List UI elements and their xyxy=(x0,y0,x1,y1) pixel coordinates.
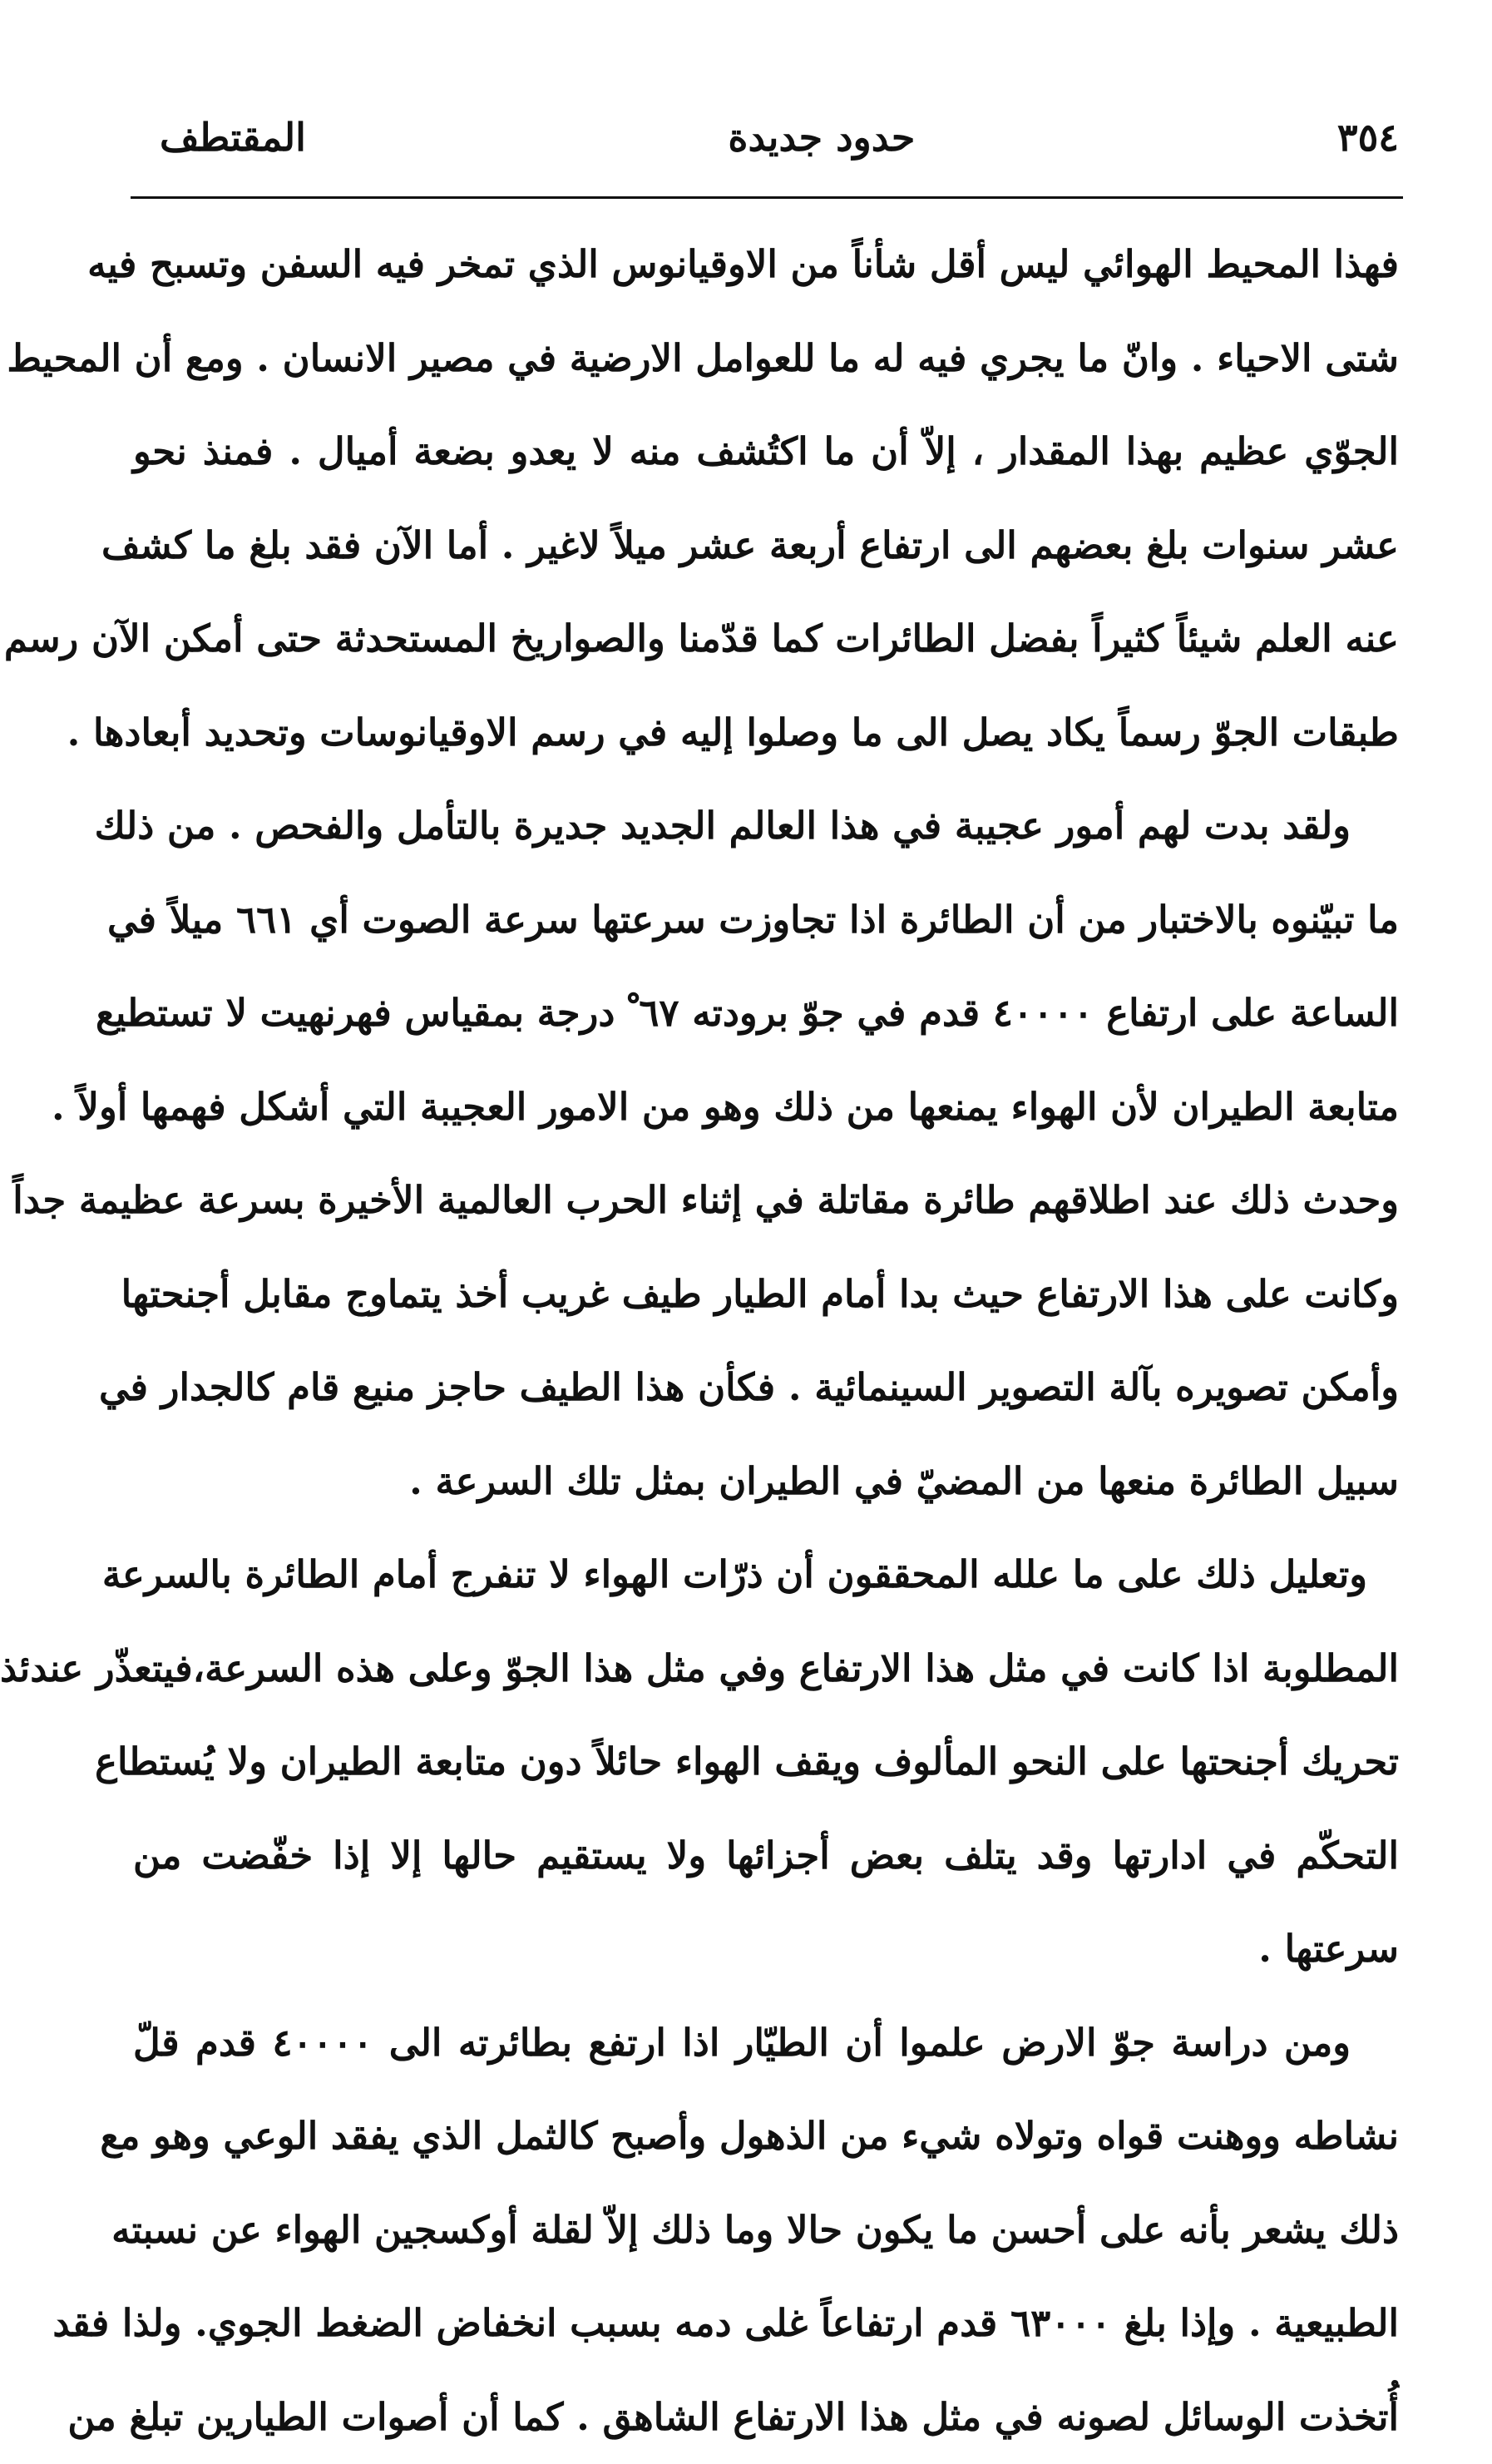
paragraph xyxy=(133,218,1399,779)
paragraph xyxy=(133,1528,1399,1996)
text-line: طبقات الجوّ رسماً يكاد يصل الى ما وصلوا إليه في رسم الاوقيانوسات وتحديد أبعادها . xyxy=(133,686,1399,780)
text-line: شتى الاحياء . وانّ ما يجري فيه له ما للعوامل الارضية في مصير الانسان . ومع أن المحيط xyxy=(133,312,1399,406)
paragraph xyxy=(133,1996,1399,2464)
text-line: وحدث ذلك عند اطلاقهم طائرة مقاتلة في إثناء الحرب العالمية الأخيرة بسرعة عظيمة جداً xyxy=(133,1154,1399,1248)
text-line: سرعتها . xyxy=(133,1902,1399,1996)
text-line: المطلوبة اذا كانت في مثل هذا الارتفاع وفي مثل هذا الجوّ وعلى هذه السرعة،فيتعذّر عندئذ xyxy=(133,1622,1399,1716)
text-line: عشر سنوات بلغ بعضهم الى ارتفاع أربعة عشر ميلاً لاغير . أما الآن فقد بلغ ما كشف xyxy=(133,499,1399,593)
text-line: نشاطه ووهنت قواه وتولاه شيء من الذهول وأصبح كالثمل الذي يفقد الوعي وهو مع xyxy=(133,2090,1399,2184)
text-line: عنه العلم شيئاً كثيراً بفضل الطائرات كما قدّمنا والصواريخ المستحدثة حتى أمكن الآن رسم xyxy=(133,592,1399,686)
text-line: وكانت على هذا الارتفاع حيث بدا أمام الطيار طيف غريب أخذ يتماوج مقابل أجنحتها xyxy=(133,1248,1399,1342)
text-line: ولقد بدت لهم أمور عجيبة في هذا العالم الجديد جديرة بالتأمل والفحص . من ذلك xyxy=(133,779,1399,873)
text-line: ذلك يشعر بأنه على أحسن ما يكون حالا وما ذلك إلاّ لقلة أوكسجين الهواء عن نسبته xyxy=(133,2184,1399,2278)
text-line: تحريك أجنحتها على النحو المألوف ويقف الهواء حائلاً دون متابعة الطيران ولا يُستطاع xyxy=(133,1715,1399,1809)
journal-name: المقتطف xyxy=(160,115,306,160)
text-line: وأمكن تصويره بآلة التصوير السينمائية . فكأن هذا الطيف حاجز منيع قام كالجدار في xyxy=(133,1341,1399,1435)
page-number: ٣٥٤ xyxy=(1337,115,1399,160)
header-rule xyxy=(131,196,1403,199)
text-line: فهذا المحيط الهوائي ليس أقل شأناً من الاوقيانوس الذي تمخر فيه السفن وتسبح فيه xyxy=(133,218,1399,312)
text-line: متابعة الطيران لأن الهواء يمنعها من ذلك وهو من الامور العجيبة التي أشكل فهمها أولاً . xyxy=(133,1061,1399,1155)
text-line: ومن دراسة جوّ الارض علموا أن الطيّار اذا ارتفع بطائرته الى ٤٠٠٠٠ قدم قلّ xyxy=(133,1996,1399,2090)
text-line: الساعة على ارتفاع ٤٠٠٠٠ قدم في جوّ برودته ٦٧ ْ درجة بمقياس فهرنهيت لا تستطيع xyxy=(133,967,1399,1061)
scanned-page xyxy=(35,0,1492,2244)
text-line: وتعليل ذلك على ما علله المحققون أن ذرّات الهواء لا تنفرج أمام الطائرة بالسرعة xyxy=(133,1528,1399,1622)
article-body xyxy=(133,218,1399,2464)
page-header xyxy=(160,108,1399,166)
text-line: ما تبيّنوه بالاختبار من أن الطائرة اذا تجاوزت سرعتها سرعة الصوت أي ٦٦١ ميلاً في xyxy=(133,873,1399,967)
running-title: حدود جديدة xyxy=(728,115,915,160)
text-line: التحكّم في ادارتها وقد يتلف بعض أجزائها ولا يستقيم حالها إلا إذا خفّضت من xyxy=(133,1809,1399,1903)
text-line: سبيل الطائرة منعها من المضيّ في الطيران بمثل تلك السرعة . xyxy=(133,1435,1399,1529)
text-line: الطبيعية . وإذا بلغ ٦٣٠٠٠ قدم ارتفاعاً غلى دمه بسبب انخفاض الضغط الجوي. ولذا فقد xyxy=(133,2277,1399,2371)
text-line: الجوّي عظيم بهذا المقدار ، إلاّ أن ما اكتُشف منه لا يعدو بضعة أميال . فمنذ نحو xyxy=(133,405,1399,499)
text-line: أُتخذت الوسائل لصونه في مثل هذا الارتفاع الشاهق . كما أن أصوات الطيارين تبلغ من xyxy=(133,2371,1399,2464)
paragraph xyxy=(133,779,1399,1528)
